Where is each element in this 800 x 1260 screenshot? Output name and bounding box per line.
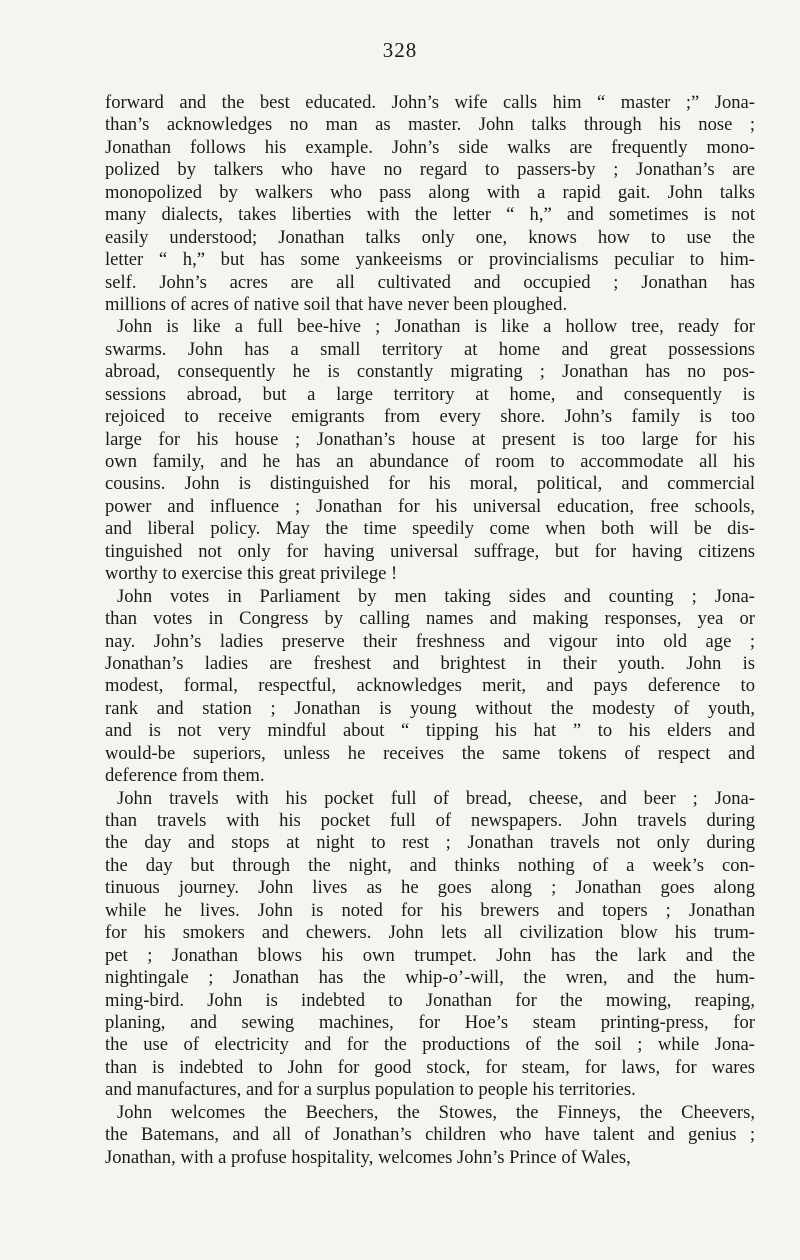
text-line: John is like a full bee-hive ; Jonathan is like a hollow tree, ready for — [117, 316, 755, 338]
body-text — [105, 92, 755, 1169]
text-line: and manufactures, and for a surplus population to people his territories. — [105, 1079, 636, 1101]
text-line: abroad, consequently he is constantly migrating ; Jonathan has no pos- — [105, 361, 755, 383]
text-line: Jonathan’s ladies are freshest and brightest in their youth. John is — [105, 652, 755, 674]
text-line: sessions abroad, but a large territory at home, and consequently is — [105, 383, 755, 405]
text-line: deference from them. — [105, 765, 265, 787]
text-line: polized by talkers who have no regard to passers-by ; Jonathan’s are — [105, 159, 755, 181]
text-line: for his smokers and chewers. John lets all civilization blow his trum- — [105, 922, 755, 944]
paragraph — [105, 92, 755, 316]
text-line: large for his house ; Jonathan’s house at present is too large for his — [105, 428, 755, 450]
text-line: power and influence ; Jonathan for his universal education, free schools, — [105, 495, 755, 517]
text-line: tinuous journey. John lives as he goes along ; Jonathan goes along — [105, 877, 755, 899]
text-line: Jonathan follows his example. John’s side walks are frequently mono- — [105, 136, 755, 158]
text-line: than’s acknowledges no man as master. John talks through his nose ; — [105, 114, 755, 136]
text-line: monopolized by walkers who pass along with a rapid gait. John talks — [105, 181, 755, 203]
text-line: rejoiced to receive emigrants from every shore. John’s family is too — [105, 406, 755, 428]
text-line: John votes in Parliament by men taking sides and counting ; Jona- — [117, 585, 755, 607]
paragraph — [105, 1102, 755, 1169]
page-number: 328 — [382, 38, 418, 62]
text-line: the day but through the night, and thinks nothing of a week’s con- — [105, 854, 755, 876]
text-line: swarms. John has a small territory at home and great possessions — [105, 338, 755, 360]
text-line: letter “ h,” but has some yankeeisms or provincialisms peculiar to him- — [105, 249, 755, 271]
text-line: nay. John’s ladies preserve their freshness and vigour into old age ; — [105, 630, 755, 652]
text-line: than is indebted to John for good stock, for steam, for laws, for wares — [105, 1056, 755, 1078]
text-line: and is not very mindful about “ tipping his hat ” to his elders and — [105, 720, 755, 742]
text-line: pet ; Jonathan blows his own trumpet. John has the lark and the — [105, 944, 755, 966]
text-line: Jonathan, with a profuse hospitality, welcomes John’s Prince of Wales, — [105, 1146, 631, 1168]
text-line: tinguished not only for having universal suffrage, but for having citizens — [105, 540, 755, 562]
text-line: own family, and he has an abundance of room to accommodate all his — [105, 451, 755, 472]
text-line: the day and stops at night to rest ; Jonathan travels not only during — [105, 832, 755, 854]
text-line: would-be superiors, unless he receives the same tokens of respect and — [105, 742, 755, 764]
text-line: John travels with his pocket full of bread, cheese, and beer ; Jona- — [117, 787, 755, 809]
text-line: than travels with his pocket full of newspapers. John travels during — [105, 810, 755, 831]
paragraph — [105, 586, 755, 788]
text-line: nightingale ; Jonathan has the whip-o’-will, the wren, and the hum- — [105, 967, 755, 989]
text-line: forward and the best educated. John’s wife calls him “ master ;” Jona- — [105, 92, 755, 113]
text-line: modest, formal, respectful, acknowledges merit, and pays deference to — [105, 675, 755, 697]
text-line: John welcomes the Beechers, the Stowes, the Finneys, the Cheevers, — [117, 1101, 755, 1123]
text-line: worthy to exercise this great privilege ! — [105, 563, 398, 585]
text-line: than votes in Congress by calling names and making responses, yea or — [105, 608, 755, 630]
text-line: ming-bird. John is indebted to Jonathan for the mowing, reaping, — [105, 989, 755, 1011]
paragraph — [105, 316, 755, 585]
text-line: self. John’s acres are all cultivated and occupied ; Jonathan has — [105, 271, 755, 293]
text-line: cousins. John is distinguished for his moral, political, and commercial — [105, 473, 755, 495]
text-line: millions of acres of native soil that have never been ploughed. — [105, 293, 568, 315]
text-line: the Batemans, and all of Jonathan’s children who have talent and genius ; — [105, 1124, 755, 1146]
text-line: the use of electricity and for the productions of the soil ; while Jona- — [105, 1034, 755, 1056]
text-line: planing, and sewing machines, for Hoe’s steam printing-press, for — [105, 1011, 755, 1033]
text-line: while he lives. John is noted for his brewers and topers ; Jonathan — [105, 899, 755, 921]
paragraph — [105, 788, 755, 1102]
text-line: easily understood; Jonathan talks only one, knows how to use the — [105, 226, 755, 248]
text-line: and liberal policy. May the time speedily come when both will be dis- — [105, 518, 755, 540]
text-line: many dialects, takes liberties with the letter “ h,” and sometimes is not — [105, 204, 755, 226]
text-line: rank and station ; Jonathan is young without the modesty of youth, — [105, 697, 755, 719]
